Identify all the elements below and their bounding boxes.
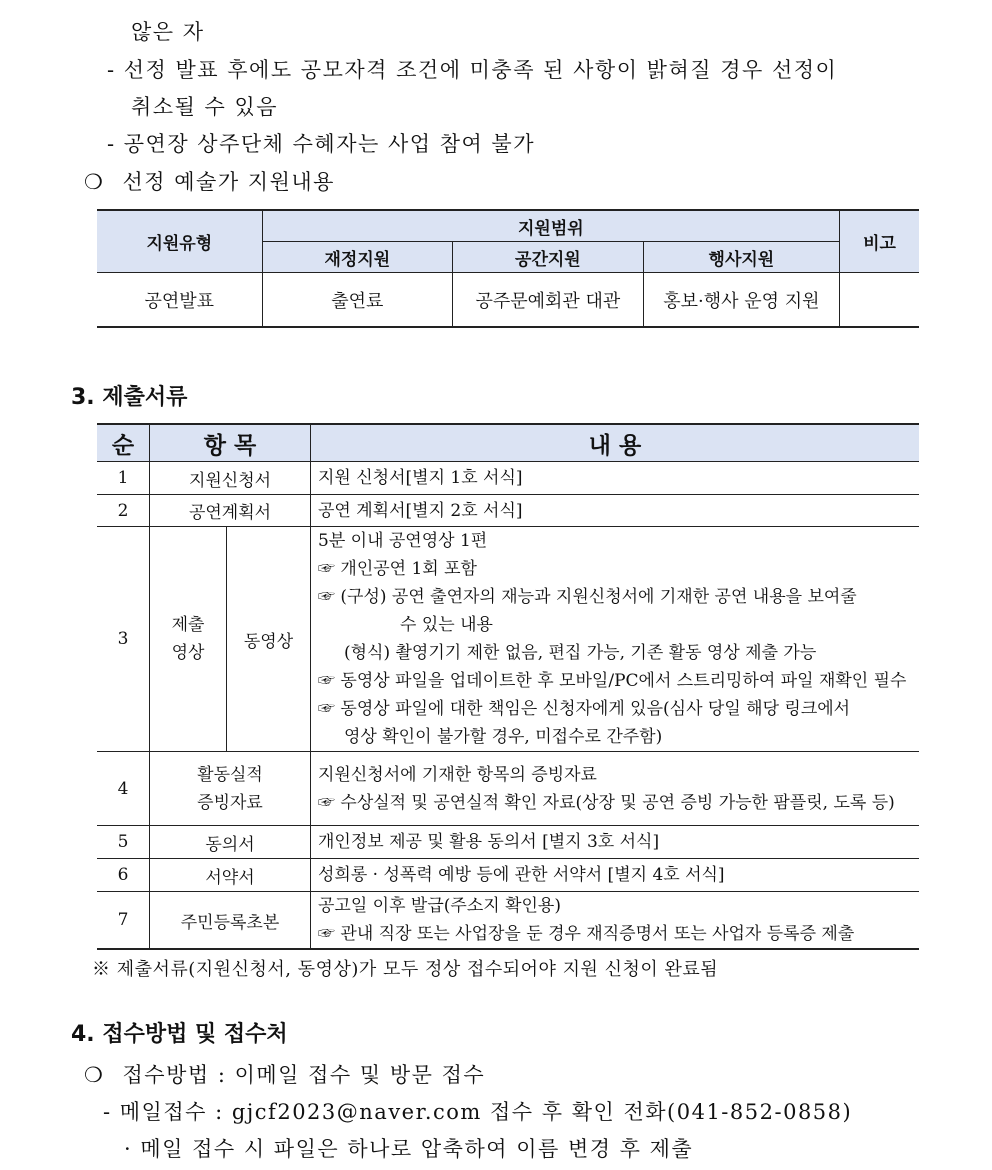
circle-bullet-icon: ❍ (84, 1063, 105, 1087)
row-item-subtype: 동영상 (227, 527, 311, 752)
support-table (97, 209, 919, 328)
method-line (84, 1059, 485, 1089)
header-support-scope: 지원범위 (262, 210, 840, 242)
email-line: - 메일접수 : gjcf2023@naver.com 접수 후 확인 전화(041-852-0858) (103, 1100, 853, 1124)
row-content: 성희롱 · 성폭력 예방 등에 관한 서약서 [별지 4호 서식] (311, 859, 920, 892)
submission-note: ※ 제출서류(지원신청서, 동영상)가 모두 정상 접수되어야 지원 신청이 완료됨 (92, 959, 719, 980)
row-no: 3 (97, 527, 150, 752)
circle-bullet-icon: ❍ (84, 170, 105, 194)
header-support-type: 지원유형 (97, 210, 262, 273)
cell-space: 공주문예회관 대관 (453, 273, 644, 328)
row-item: 주민등록초본 (150, 892, 311, 950)
header-note: 비고 (840, 210, 919, 273)
row-no: 5 (97, 826, 150, 859)
cell-type: 공연발표 (97, 273, 262, 328)
table-row (97, 752, 919, 826)
table-row (97, 826, 919, 859)
row-content-video: 5분 이내 공연영상 1편 ☞ 개인공연 1회 포함 ☞ (구성) 공연 출연자의 재능과 지원신청서에 기재한 공연 내용을 보여줄 수 있는 내용 (형식) 촬영기기 제한 없음, 편집 가능, 기존 활동 영상 제출 가능 ☞ 동영상 파일을 업데이트한 후 모바일/PC에서 스트리밍하여 파일 재확인 필수 ☞ 동영상 파일에 대한 책임은 신청자에게 있음(심사 당일 해당 링크에서 영상 확인이 불가할 경우, 미접수로 간주함) (311, 527, 920, 752)
row-no: 4 (97, 752, 150, 826)
row-content: 지원신청서에 기재한 항목의 증빙자료 ☞ 수상실적 및 공연실적 확인 자료(상장 및 공연 증빙 가능한 팜플릿, 도록 등) (311, 752, 920, 826)
cell-event: 홍보·행사 운영 지원 (643, 273, 840, 328)
row-item: 동의서 (150, 826, 311, 859)
row-no: 6 (97, 859, 150, 892)
row-content: 공연 계획서[별지 2호 서식] (311, 495, 920, 527)
method-label: 접수방법 : (122, 1063, 227, 1087)
header-space: 공간지원 (453, 242, 644, 273)
section-4-title: 4. 접수방법 및 접수처 (71, 1022, 288, 1047)
method-text: 이메일 접수 및 방문 접수 (234, 1063, 486, 1087)
condition-line: - 선정 발표 후에도 공모자격 조건에 미충족 된 사항이 밝혀질 경우 선정이 (107, 58, 838, 82)
section-heading-support (84, 166, 335, 196)
row-no: 2 (97, 495, 150, 527)
section-heading-text: 선정 예술가 지원내용 (122, 170, 335, 194)
header-item: 항 목 (150, 424, 311, 462)
email-note: · 메일 접수 시 파일은 하나로 압축하여 이름 변경 후 제출 (124, 1137, 694, 1161)
header-event: 행사지원 (643, 242, 840, 273)
cell-note (840, 273, 919, 328)
row-content: 공고일 이후 발급(주소지 확인용) ☞ 관내 직장 또는 사업장을 둔 경우 재직증명서 또는 사업자 등록증 제출 (311, 892, 920, 950)
cell-financial: 출연료 (262, 273, 453, 328)
row-item: 서약서 (150, 859, 311, 892)
table-row (97, 892, 919, 950)
exclusion-line: - 공연장 상주단체 수혜자는 사업 참여 불가 (107, 132, 536, 156)
condition-line-cont: 취소될 수 있음 (131, 95, 279, 119)
row-item: 지원신청서 (150, 462, 311, 495)
table-row (97, 462, 919, 495)
row-content: 개인정보 제공 및 활용 동의서 [별지 3호 서식] (311, 826, 920, 859)
table-row (97, 495, 919, 527)
continued-text: 않은 자 (131, 20, 205, 44)
row-item-category: 제출 영상 (150, 527, 227, 752)
documents-table (97, 423, 919, 950)
row-item: 활동실적 증빙자료 (150, 752, 311, 826)
section-3-title: 3. 제출서류 (71, 385, 188, 410)
table-row (97, 859, 919, 892)
table-row (97, 527, 919, 752)
header-financial: 재정지원 (262, 242, 453, 273)
header-no: 순 (97, 424, 150, 462)
row-no: 1 (97, 462, 150, 495)
row-item: 공연계획서 (150, 495, 311, 527)
header-content: 내 용 (311, 424, 920, 462)
row-content: 지원 신청서[별지 1호 서식] (311, 462, 920, 495)
row-no: 7 (97, 892, 150, 950)
